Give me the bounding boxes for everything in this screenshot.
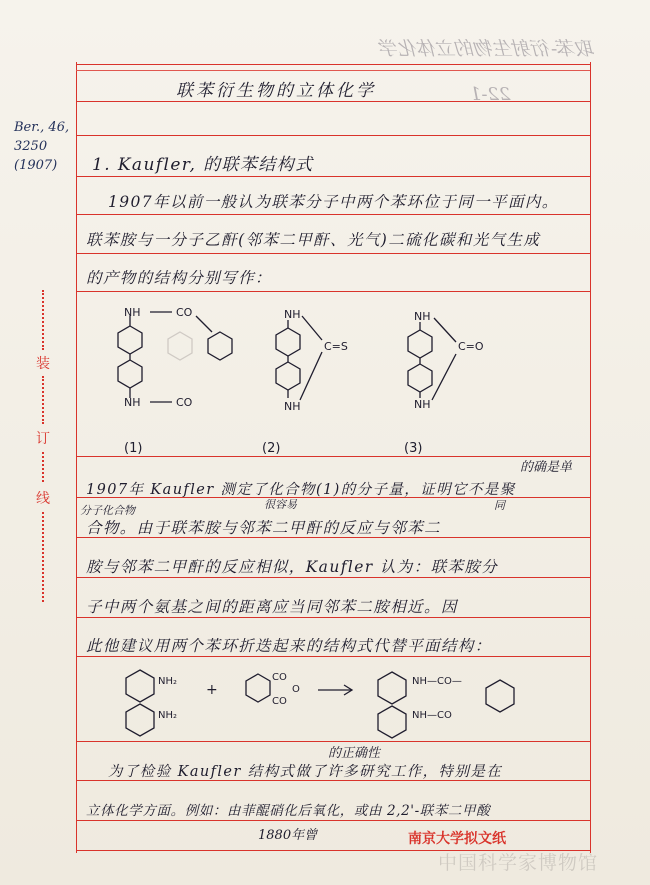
binding-dotted-line — [42, 512, 44, 602]
benzene-ring — [118, 326, 142, 354]
structure-2-label: NH — [284, 308, 301, 321]
structure-2-label: NH — [284, 400, 301, 413]
structure-3-label: NH — [414, 398, 431, 411]
text-line-7: 子中两个氨基之间的距离应当同邻苯二胺相近。因 — [86, 598, 458, 616]
text-line-4: 1907年 Kaufler 测定了化合物(1)的分子量，证明它不是聚 — [86, 482, 516, 498]
structures-figure — [0, 296, 650, 456]
reaction-label: CO — [272, 696, 287, 707]
text-line-6: 胺与邻苯二甲酐的反应相似，Kaufler 认为：联苯胺分 — [86, 558, 499, 576]
ghost-number: 22-1 — [470, 84, 511, 105]
structure-1-label: NH — [124, 306, 141, 319]
annotation-insert: 的正确性 — [328, 746, 381, 761]
binding-dotted-line — [42, 452, 44, 482]
page-title: 联苯衍生物的立体化学 — [176, 81, 376, 101]
structure-1-label: NH — [124, 396, 141, 409]
reaction-label: NH—CO — [412, 710, 452, 721]
rule-top — [76, 64, 590, 65]
annotation-bottom: 1880年曾 — [258, 828, 318, 843]
paper-stamp: 南京大学拟文纸 — [408, 831, 506, 847]
structure-2-label: C=S — [324, 340, 348, 353]
margin-citation — [14, 118, 69, 175]
reaction-label: NH₂ — [158, 710, 178, 721]
binding-mark-3: 线 — [36, 491, 50, 507]
benzene-ring — [126, 670, 154, 702]
structure-1-label: CO — [176, 396, 193, 409]
rule — [76, 617, 590, 618]
rule — [76, 820, 590, 821]
annotation-inline: 很容易 — [264, 498, 297, 511]
rule — [76, 577, 590, 578]
benzene-ring — [168, 332, 192, 360]
benzene-ring — [276, 362, 300, 390]
benzene-ring — [118, 360, 142, 388]
reaction-figure — [0, 660, 650, 740]
structure-1 — [118, 312, 232, 402]
reaction-label: NH—CO— — [412, 676, 462, 687]
text-line-3: 的产物的结构分别写作： — [86, 269, 272, 287]
reaction-label: O — [292, 684, 300, 695]
text-line-2: 联苯胺与一分子乙酐(邻苯二甲酐、光气)二硫化碳和光气生成 — [86, 231, 541, 249]
annotation-left: 分子化合物 — [80, 504, 135, 517]
structure-caption: (3) — [404, 441, 423, 456]
annotation-inline-2: 同 — [494, 499, 505, 512]
benzene-ring — [246, 674, 270, 702]
reaction-label: CO — [272, 672, 287, 683]
rule — [76, 70, 590, 71]
benzene-ring — [408, 330, 432, 358]
binding-mark-2: 订 — [36, 431, 50, 447]
rule — [76, 456, 590, 457]
benzene-ring — [276, 328, 300, 356]
text-line-5: 合物。由于联苯胺与邻苯二甲酐的反应与邻苯二 — [86, 519, 441, 537]
reaction-label: NH₂ — [158, 676, 178, 687]
margin-citation-line: 3250 — [14, 139, 48, 154]
structure-3-label: C=O — [458, 340, 484, 353]
rule — [76, 101, 590, 102]
text-line-1: 1907年以前一般认为联苯分子中两个苯环位于同一平面内。 — [108, 193, 559, 211]
benzene-ring — [408, 364, 432, 392]
annotation-right: 的确是单 — [520, 460, 573, 475]
structure-1-label: CO — [176, 306, 193, 319]
reaction-plus: + — [206, 682, 218, 698]
benzene-ring — [378, 672, 406, 704]
section-heading: 1. Kaufler, 的联苯结构式 — [92, 155, 314, 175]
text-line-10: 立体化学方面。例如：由菲醌硝化后氧化，或由 2,2'-联苯二甲酸 — [86, 803, 491, 819]
rule — [76, 214, 590, 215]
binding-mark-1: 装 — [36, 356, 50, 372]
benzene-ring — [378, 706, 406, 738]
benzene-ring — [486, 680, 514, 712]
text-line-8: 此他建议用两个苯环折迭起来的结构式代替平面结构： — [86, 637, 492, 655]
structure-caption: (2) — [262, 441, 281, 456]
margin-citation-line: Ber., 46, — [14, 120, 70, 135]
rule — [76, 253, 590, 254]
structure-2 — [276, 316, 322, 400]
text-line-9: 为了检验 Kaufler 结构式做了许多研究工作，特别是在 — [108, 764, 503, 780]
benzene-ring — [126, 704, 154, 736]
rule — [76, 291, 590, 292]
ghost-header: 取苯-衍射生物的立体化学 — [380, 38, 596, 60]
benzene-ring — [208, 332, 232, 360]
structure-3 — [408, 318, 456, 400]
rule — [76, 176, 590, 177]
museum-watermark: 中国科学家博物馆 — [438, 852, 599, 874]
structure-3-label: NH — [414, 310, 431, 323]
structure-caption: (1) — [124, 441, 143, 456]
rule — [76, 135, 590, 136]
rule — [76, 656, 590, 657]
margin-citation-line: (1907) — [14, 158, 58, 173]
